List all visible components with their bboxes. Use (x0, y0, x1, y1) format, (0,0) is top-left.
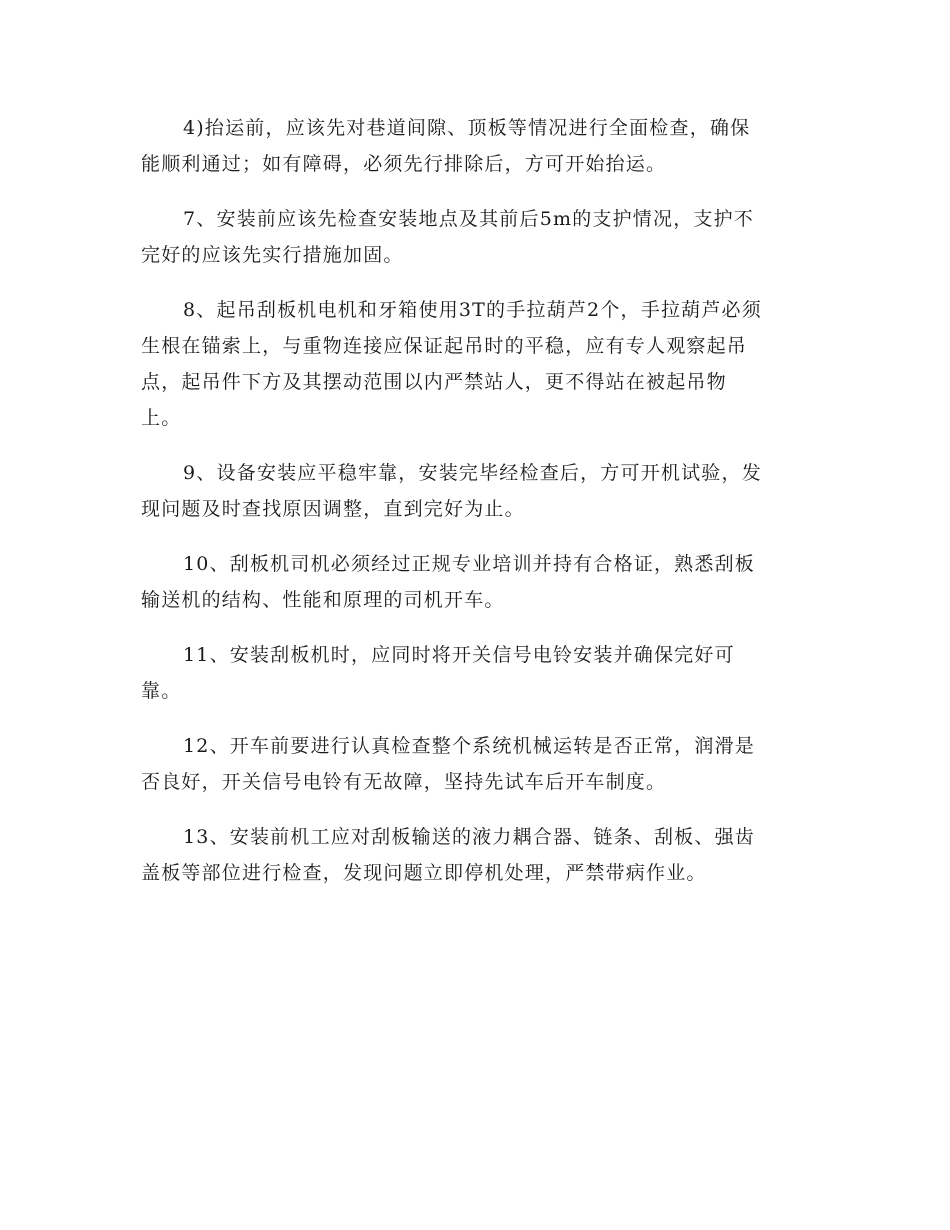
paragraph-13 (141, 819, 813, 891)
paragraph-line: 输送机的结构、性能和原理的司机开车。 (141, 589, 505, 611)
paragraph-line: 点，起吊件下方及其摆动范围以内严禁站人，更不得站在被起吊物 (141, 371, 727, 393)
paragraph-line: 4)抬运前，应该先对巷道间隙、顶板等情况进行全面检查，确保 (183, 117, 751, 139)
paragraph-line: 11、安装刮板机时，应同时将开关信号电铃安装并确保完好可 (183, 644, 735, 666)
paragraph-line: 7、安装前应该先检查安装地点及其前后5m的支护情况，支护不 (183, 208, 754, 230)
paragraph-line: 生根在锚索上，与重物连接应保证起吊时的平稳，应有专人观察起吊 (141, 335, 748, 357)
paragraph-line: 现问题及时查找原因调整，直到完好为止。 (141, 498, 525, 520)
paragraph-9 (141, 455, 813, 527)
paragraph-4 (141, 110, 813, 182)
paragraph-12 (141, 728, 813, 800)
paragraph-line: 完好的应该先实行措施加固。 (141, 244, 404, 266)
paragraph-line: 10、刮板机司机必须经过正规专业培训并持有合格证，熟悉刮板 (183, 553, 755, 575)
paragraph-line: 9、设备安装应平稳牢靠，安装完毕经检查后，方可开机试验，发 (183, 462, 762, 484)
paragraph-line: 8、起吊刮板机电机和牙箱使用3T的手拉葫芦2个，手拉葫芦必须 (183, 299, 762, 321)
paragraph-10 (141, 546, 813, 618)
paragraph-8 (141, 292, 813, 436)
paragraph-line: 能顺利通过；如有障碍，必须先行排除后，方可开始抬运。 (141, 153, 667, 175)
document-body (141, 110, 813, 910)
paragraph-7 (141, 201, 813, 273)
paragraph-line: 12、开车前要进行认真检查整个系统机械运转是否正常，润滑是 (183, 735, 755, 757)
paragraph-line: 否良好，开关信号电铃有无故障，坚持先试车后开车制度。 (141, 771, 667, 793)
paragraph-line: 靠。 (141, 680, 182, 702)
paragraph-line: 盖板等部位进行检查，发现问题立即停机处理，严禁带病作业。 (141, 862, 707, 884)
paragraph-line: 上。 (141, 407, 182, 429)
paragraph-11 (141, 637, 813, 709)
paragraph-line: 13、安装前机工应对刮板输送的液力耦合器、链条、刮板、强齿 (183, 826, 755, 848)
